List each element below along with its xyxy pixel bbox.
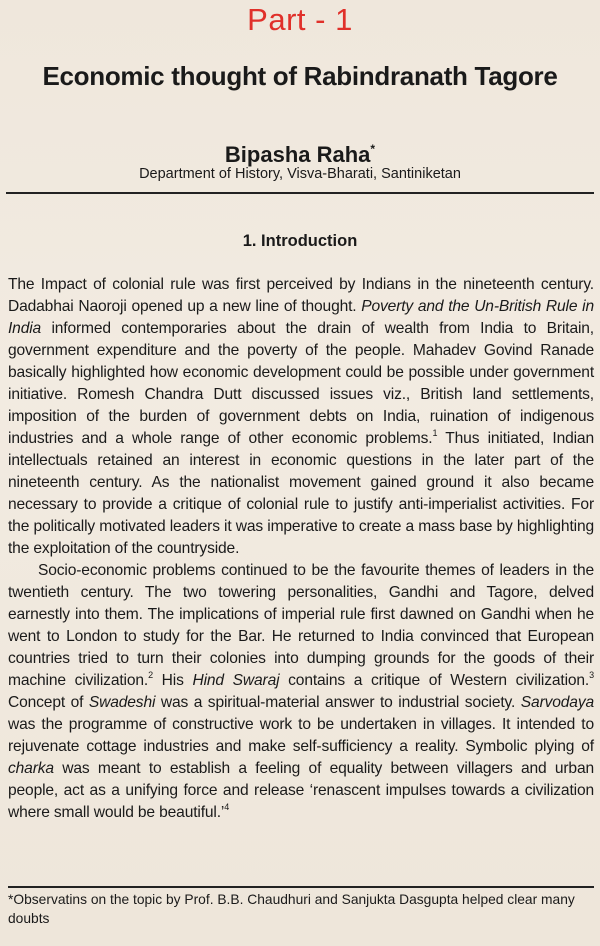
footnote-ref-2: 2 xyxy=(148,670,153,680)
author-footnote-marker: * xyxy=(370,142,376,156)
header-divider xyxy=(6,192,594,194)
footnote-ref-1: 1 xyxy=(432,428,438,438)
p2-text-b: His xyxy=(152,672,193,689)
part-label: Part - 1 xyxy=(247,2,353,37)
p1-text-a: The Impact of colonial rule was first perceived by Indians in the nineteenth century. Dadabhai Naoroji opened up a new line of thought. xyxy=(8,276,594,315)
p2-swadeshi: Swadeshi xyxy=(88,694,156,711)
p2-text-a: Socio-economic problems continued to be the favourite themes of leaders in the twentieth century. The two towering personalities, Gandhi and Tagore, delved earnestly into them. The implications of imperial rule first dawned on Gandhi when he went to London to study for the Bar. He returned to India convinced that European countries tried to turn their colonies into dumping grounds for the goods of their machine civilization. xyxy=(8,562,594,689)
p2-charka: charka xyxy=(8,760,54,777)
p2-text-f: was the programme of constructive work to be undertaken in villages. It intended to rejuvenate cottage industries and make self-sufficiency a reality. Symbolic plying of xyxy=(8,716,594,755)
footnote-divider xyxy=(8,886,594,888)
p1-book-title: Poverty and the Un-British Rule in India xyxy=(8,298,594,337)
p1-text-c: Thus initiated, Indian intellectuals retained an interest in economic questions in the later part of the nineteenth century. As the nationalist movement gained ground it also became necessary to provide a critique of colonial rule to justify anti-imperialist activities. For the politically motivated leaders it was imperative to create a mass base by highlighting the exploitation of the countryside. xyxy=(8,430,594,557)
p2-text-e: was a spiritual-material answer to industrial society. xyxy=(155,694,521,711)
p2-hind-swaraj: Hind Swaraj xyxy=(192,672,280,689)
author-name: Bipasha Raha xyxy=(224,142,371,167)
paragraph-2 xyxy=(8,560,594,824)
footnote: *Observatins on the topic by Prof. B.B. Chaudhuri and Sanjukta Dasgupta helped clear many doubts xyxy=(8,892,575,926)
p2-text-g: was meant to establish a feeling of equality between villagers and urban people, act as a unifying force and release ‘renascent impulses towards a civilization where small would be beautiful.’ xyxy=(8,760,594,821)
p2-sarvodaya: Sarvodaya xyxy=(520,694,594,711)
section-heading: 1. Introduction xyxy=(242,232,358,250)
p2-text-c: contains a critique of Western civilization. xyxy=(279,672,590,689)
footnote-ref-4: 4 xyxy=(224,802,230,812)
paragraph-1 xyxy=(8,274,594,560)
author-affiliation: Department of History, Visva-Bharati, Santiniketan xyxy=(139,166,461,182)
article-title: Economic thought of Rabindranath Tagore xyxy=(42,61,558,91)
article-body xyxy=(8,274,594,824)
footnote-ref-3: 3 xyxy=(589,670,594,680)
p2-text-d: Concept of xyxy=(8,694,89,711)
p1-text-b: informed contemporaries about the drain of wealth from India to Britain, government expenditure and the poverty of the people. Mahadev Govind Ranade basically highlighted how economic development could be possible under government initiative. Romesh Chandra Dutt discussed issues viz., British land settlements, imposition of the burden of government debts on India, ruination of indigenous industries and a whole range of other economic problems. xyxy=(8,320,594,447)
